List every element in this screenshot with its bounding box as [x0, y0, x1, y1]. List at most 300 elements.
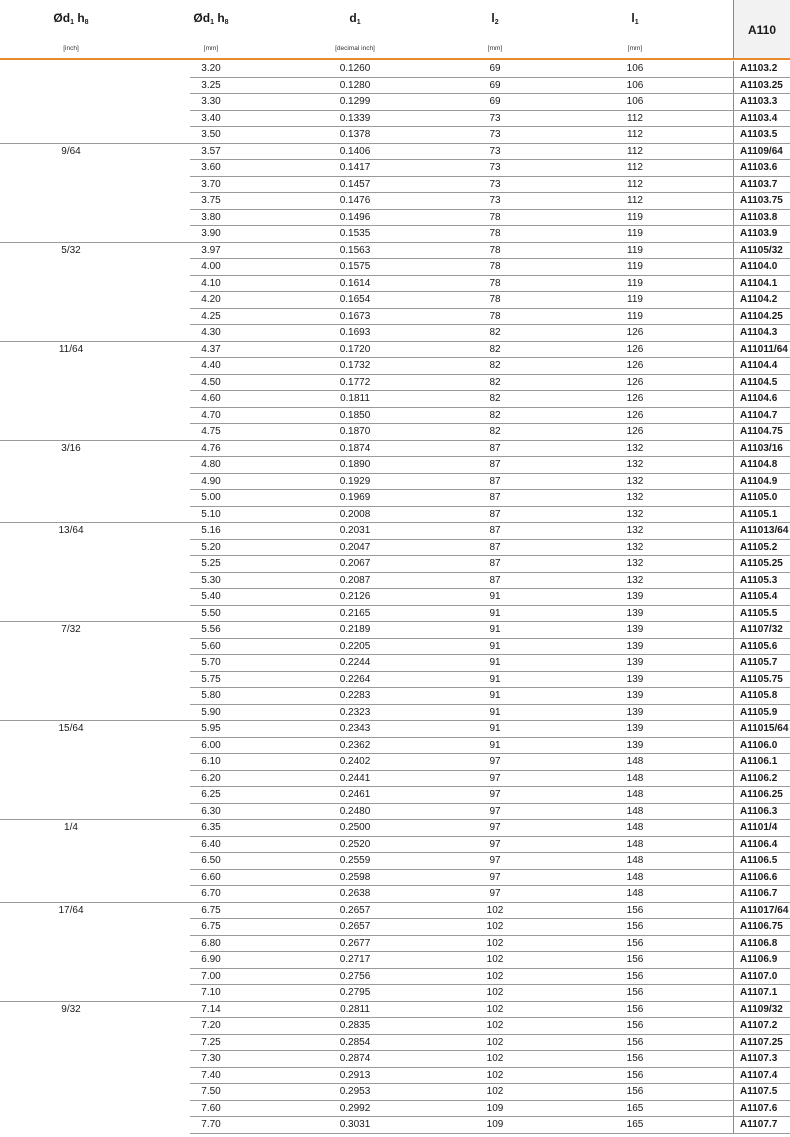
cell-article-number: A1103/16: [733, 441, 790, 458]
table-row: [0, 160, 790, 177]
cell-article-number: A1105.2: [733, 540, 790, 557]
cell-overall-length: 139: [626, 690, 644, 701]
cell-diameter-mm: 3.25: [201, 79, 221, 91]
cell-diameter-inch: 5/32: [61, 244, 81, 256]
cell-overall-length: 106: [626, 96, 644, 107]
header-unit: [decimal inch]: [335, 45, 375, 52]
cell-overall-length: 148: [626, 855, 644, 866]
cell-diameter-mm: 7.50: [201, 1086, 221, 1097]
cell-diameter-inch: [0, 226, 142, 243]
table-row: [0, 754, 790, 771]
cell-diameter-mm: 6.25: [201, 789, 221, 800]
cell-article-number: A1103.4: [733, 111, 790, 128]
cell-diameter-inch: [0, 424, 142, 441]
cell-decimal-inch: 0.2874: [339, 1053, 371, 1064]
cell-diameter-mm: 7.60: [201, 1102, 221, 1114]
table-row: [0, 342, 790, 359]
cell-flute-length: 109: [486, 1119, 504, 1130]
cell-decimal-inch: 0.1772: [339, 376, 371, 388]
cell-flute-length: 91: [489, 640, 501, 652]
table-row: [0, 540, 790, 557]
cell-flute-length: 91: [489, 607, 501, 619]
cell-flute-length: 87: [489, 558, 501, 569]
table-row: [0, 787, 790, 804]
cell-flute-length: 78: [489, 211, 501, 223]
header-symbol: $l_2$: [491, 11, 499, 26]
cell-article-number: A1105.75: [733, 672, 790, 689]
cell-decimal-inch: 0.1890: [339, 459, 371, 470]
table-row: [0, 243, 790, 260]
cell-diameter-inch: [0, 457, 142, 474]
cell-overall-length: 126: [626, 393, 644, 404]
cell-overall-length: 132: [626, 459, 644, 470]
cell-diameter-mm: 5.90: [201, 706, 221, 718]
cell-decimal-inch: 0.2441: [339, 772, 371, 784]
cell-diameter-mm: 5.20: [201, 541, 221, 553]
cell-diameter-inch: [0, 490, 142, 507]
cell-flute-length: 82: [489, 376, 501, 388]
header-overall-length: [610, 0, 660, 58]
cell-overall-length: 112: [627, 178, 643, 190]
table-row: [0, 441, 790, 458]
cell-flute-length: 102: [486, 1036, 504, 1048]
cell-article-number: A1105.1: [733, 507, 790, 524]
cell-diameter-inch: [0, 804, 142, 821]
cell-diameter-mm: 7.10: [201, 987, 221, 998]
cell-overall-length: 126: [626, 360, 644, 371]
cell-flute-length: 78: [489, 228, 501, 239]
table-row: [0, 226, 790, 243]
cell-diameter-mm: 7.70: [201, 1119, 221, 1130]
cell-decimal-inch: 0.2067: [339, 558, 371, 569]
cell-diameter-mm: 4.00: [201, 261, 221, 272]
cell-diameter-inch: [0, 540, 142, 557]
cell-overall-length: 156: [626, 921, 644, 932]
cell-overall-length: 165: [626, 1102, 644, 1114]
table-row: [0, 358, 790, 375]
cell-diameter-inch: [0, 705, 142, 722]
cell-decimal-inch: 0.2264: [339, 673, 371, 685]
cell-article-number: A1105.25: [733, 556, 790, 573]
cell-diameter-mm: 3.80: [201, 211, 221, 223]
cell-diameter-mm: 5.10: [201, 508, 221, 520]
cell-diameter-mm: 5.95: [201, 723, 221, 734]
cell-overall-length: 126: [626, 409, 644, 421]
table-row: [0, 556, 790, 573]
cell-overall-length: 165: [626, 1119, 644, 1130]
cell-overall-length: 139: [626, 607, 644, 619]
cell-decimal-inch: 0.1535: [339, 228, 371, 239]
cell-diameter-inch: 1/4: [64, 822, 78, 833]
cell-flute-length: 97: [489, 756, 501, 767]
cell-diameter-inch: [0, 1068, 142, 1085]
cell-flute-length: 91: [489, 591, 501, 602]
cell-diameter-inch: [0, 160, 142, 177]
cell-diameter-mm: 3.50: [201, 129, 221, 140]
cell-diameter-inch: 9/32: [61, 1003, 81, 1015]
cell-decimal-inch: 0.1732: [339, 360, 371, 371]
cell-article-number: A1107.1: [733, 985, 790, 1002]
table-row: [0, 936, 790, 953]
table-row: [0, 1068, 790, 1085]
cell-overall-length: 156: [626, 1020, 644, 1031]
cell-article-number: A1104.9: [733, 474, 790, 491]
cell-diameter-inch: [0, 573, 142, 590]
cell-overall-length: 119: [627, 244, 643, 256]
cell-diameter-mm: 5.50: [201, 607, 221, 619]
cell-flute-length: 91: [489, 690, 501, 701]
cell-article-number: A1107/32: [733, 622, 790, 639]
cell-article-number: A1104.4: [733, 358, 790, 375]
cell-article-number: A1103.6: [733, 160, 790, 177]
cell-diameter-inch: [0, 111, 142, 128]
cell-article-number: A1106.3: [733, 804, 790, 821]
cell-decimal-inch: 0.2638: [339, 888, 371, 899]
cell-flute-length: 97: [489, 822, 501, 833]
cell-flute-length: 78: [489, 294, 501, 305]
cell-decimal-inch: 0.2087: [339, 574, 371, 586]
cell-flute-length: 69: [489, 79, 501, 91]
cell-decimal-inch: 0.1457: [339, 178, 371, 190]
cell-decimal-inch: 0.1614: [339, 277, 371, 289]
cell-flute-length: 82: [489, 409, 501, 421]
cell-diameter-mm: 6.75: [201, 921, 221, 932]
cell-diameter-mm: 5.60: [201, 640, 221, 652]
cell-flute-length: 102: [486, 921, 504, 932]
cell-flute-length: 102: [486, 1069, 504, 1081]
cell-decimal-inch: 0.2677: [339, 937, 371, 949]
header-unit: [mm]: [487, 45, 503, 52]
cell-flute-length: 73: [489, 162, 501, 173]
cell-decimal-inch: 0.2913: [339, 1069, 371, 1081]
header-diameter-mm: [190, 0, 232, 58]
cell-flute-length: 91: [489, 723, 501, 734]
cell-diameter-mm: 4.60: [201, 393, 221, 404]
cell-article-number: A1107.25: [733, 1035, 790, 1052]
cell-diameter-mm: 6.20: [201, 772, 221, 784]
cell-article-number: A1106.9: [733, 952, 790, 969]
header-decimal-inch: [310, 0, 400, 58]
cell-article-number: A1103.3: [733, 94, 790, 111]
cell-decimal-inch: 0.2362: [339, 739, 371, 751]
cell-diameter-inch: [0, 1051, 142, 1068]
cell-decimal-inch: 0.2756: [339, 970, 371, 982]
cell-diameter-inch: [0, 358, 142, 375]
cell-overall-length: 132: [626, 541, 644, 553]
cell-flute-length: 102: [486, 954, 504, 965]
table-row: [0, 61, 790, 78]
cell-diameter-inch: [0, 870, 142, 887]
cell-article-number: A1105.3: [733, 573, 790, 590]
cell-diameter-inch: [0, 886, 142, 903]
cell-decimal-inch: 0.2717: [339, 954, 371, 965]
cell-decimal-inch: 0.1339: [339, 112, 371, 124]
cell-diameter-inch: [0, 94, 142, 111]
cell-flute-length: 87: [489, 442, 501, 454]
cell-flute-length: 91: [489, 657, 501, 668]
table-row: [0, 490, 790, 507]
cell-diameter-inch: [0, 738, 142, 755]
cell-decimal-inch: 0.1693: [339, 327, 371, 338]
cell-overall-length: 139: [626, 673, 644, 685]
cell-flute-length: 87: [489, 541, 501, 553]
cell-decimal-inch: 0.1811: [340, 393, 370, 404]
cell-decimal-inch: 0.1969: [339, 492, 371, 503]
table-header: [0, 0, 790, 58]
cell-decimal-inch: 0.2480: [339, 805, 371, 817]
cell-decimal-inch: 0.1575: [339, 261, 371, 272]
cell-overall-length: 139: [626, 739, 644, 751]
table-row: [0, 589, 790, 606]
cell-decimal-inch: 0.2992: [339, 1102, 371, 1114]
cell-diameter-inch: [0, 210, 142, 227]
cell-decimal-inch: 0.2205: [339, 640, 371, 652]
cell-article-number: A1103.7: [733, 177, 790, 194]
cell-diameter-inch: 3/16: [61, 442, 81, 454]
cell-diameter-mm: 4.30: [201, 327, 221, 338]
cell-decimal-inch: 0.2244: [339, 657, 371, 668]
cell-diameter-inch: [0, 474, 142, 491]
table-row: [0, 1101, 790, 1118]
cell-flute-length: 97: [489, 789, 501, 800]
table-row: [0, 1051, 790, 1068]
table-row: [0, 474, 790, 491]
cell-article-number: A1105/32: [733, 243, 790, 260]
cell-article-number: A1106.4: [733, 837, 790, 854]
table-row: [0, 639, 790, 656]
cell-flute-length: 82: [489, 360, 501, 371]
cell-flute-length: 102: [486, 904, 504, 916]
cell-overall-length: 156: [626, 1086, 644, 1097]
table-row: [0, 655, 790, 672]
cell-diameter-mm: 6.80: [201, 937, 221, 949]
cell-article-number: A1106.8: [733, 936, 790, 953]
cell-decimal-inch: 0.1850: [339, 409, 371, 421]
cell-diameter-inch: 13/64: [58, 525, 84, 536]
table-row: [0, 622, 790, 639]
cell-article-number: A1107.3: [733, 1051, 790, 1068]
cell-diameter-mm: 7.00: [201, 970, 221, 982]
cell-diameter-mm: 5.70: [201, 657, 221, 668]
cell-article-number: A1104.75: [733, 424, 790, 441]
cell-flute-length: 91: [489, 624, 501, 635]
cell-diameter-inch: [0, 771, 142, 788]
cell-diameter-mm: 6.90: [201, 954, 221, 965]
cell-diameter-mm: 5.40: [201, 591, 221, 602]
table-row: [0, 111, 790, 128]
table-row: [0, 210, 790, 227]
cell-decimal-inch: 0.1280: [339, 79, 371, 91]
cell-decimal-inch: 0.1260: [339, 63, 371, 74]
cell-article-number: A1106.5: [733, 853, 790, 870]
table-row: [0, 771, 790, 788]
cell-overall-length: 156: [626, 937, 644, 949]
cell-flute-length: 73: [489, 112, 501, 124]
table-row: [0, 903, 790, 920]
cell-article-number: A1104.7: [733, 408, 790, 425]
cell-diameter-mm: 3.30: [201, 96, 221, 107]
cell-diameter-mm: 4.80: [201, 459, 221, 470]
cell-decimal-inch: 0.1563: [339, 244, 371, 256]
table-row: [0, 78, 790, 95]
cell-article-number: A1107.6: [733, 1101, 790, 1118]
cell-overall-length: 139: [626, 591, 644, 602]
cell-article-number: A1104.5: [733, 375, 790, 392]
cell-flute-length: 82: [489, 343, 501, 355]
cell-overall-length: 139: [626, 640, 644, 652]
cell-flute-length: 102: [486, 1053, 504, 1064]
cell-diameter-mm: 4.10: [201, 277, 221, 289]
cell-flute-length: 97: [489, 888, 501, 899]
cell-diameter-inch: [0, 325, 142, 342]
cell-diameter-mm: 3.60: [201, 162, 221, 173]
cell-diameter-inch: [0, 556, 142, 573]
table-row: [0, 193, 790, 210]
cell-diameter-mm: 5.16: [201, 525, 221, 536]
cell-flute-length: 91: [489, 706, 501, 718]
cell-diameter-inch: [0, 391, 142, 408]
cell-overall-length: 119: [627, 211, 643, 223]
table-body: [0, 61, 790, 1134]
cell-diameter-mm: 5.25: [201, 558, 221, 569]
cell-article-number: A1103.75: [733, 193, 790, 210]
cell-diameter-inch: [0, 193, 142, 210]
cell-article-number: A1104.1: [733, 276, 790, 293]
cell-overall-length: 119: [627, 277, 643, 289]
cell-article-number: A11013/64: [733, 523, 790, 540]
cell-article-number: A1105.4: [733, 589, 790, 606]
cell-overall-length: 126: [626, 376, 644, 388]
cell-overall-length: 132: [626, 492, 644, 503]
cell-diameter-inch: [0, 688, 142, 705]
cell-article-number: A11011/64: [733, 342, 790, 359]
cell-article-number: A1107.7: [733, 1117, 790, 1134]
cell-diameter-inch: [0, 309, 142, 326]
table-row: [0, 144, 790, 161]
cell-diameter-mm: 6.10: [201, 756, 221, 767]
cell-diameter-mm: 7.14: [201, 1003, 221, 1015]
cell-overall-length: 156: [626, 1036, 644, 1048]
cell-diameter-mm: 5.00: [201, 492, 221, 503]
cell-overall-length: 139: [626, 723, 644, 734]
cell-diameter-mm: 5.56: [201, 624, 221, 635]
cell-article-number: A1106.7: [733, 886, 790, 903]
cell-diameter-mm: 6.40: [201, 838, 221, 850]
cell-article-number: A1106.2: [733, 771, 790, 788]
table-row: [0, 259, 790, 276]
cell-article-number: A1103.2: [733, 61, 790, 78]
cell-flute-length: 82: [489, 393, 501, 404]
cell-decimal-inch: 0.3031: [339, 1119, 371, 1130]
cell-flute-length: 97: [489, 805, 501, 817]
table-row: [0, 870, 790, 887]
cell-overall-length: 132: [626, 442, 644, 454]
cell-decimal-inch: 0.2008: [339, 508, 371, 520]
cell-diameter-mm: 3.75: [201, 195, 221, 206]
cell-article-number: A1104.8: [733, 457, 790, 474]
cell-flute-length: 78: [489, 277, 501, 289]
cell-diameter-inch: [0, 639, 142, 656]
cell-overall-length: 148: [626, 772, 644, 784]
cell-diameter-mm: 7.25: [201, 1036, 221, 1048]
cell-overall-length: 148: [626, 756, 644, 767]
cell-diameter-mm: 6.50: [201, 855, 221, 866]
cell-flute-length: 87: [489, 508, 501, 520]
cell-flute-length: 87: [489, 492, 501, 503]
cell-flute-length: 91: [489, 673, 501, 685]
cell-diameter-mm: 6.35: [201, 822, 221, 833]
cell-diameter-inch: [0, 276, 142, 293]
cell-decimal-inch: 0.1874: [339, 442, 371, 454]
cell-diameter-mm: 4.40: [201, 360, 221, 371]
cell-diameter-mm: 6.00: [201, 739, 221, 751]
cell-article-number: A1107.2: [733, 1018, 790, 1035]
cell-overall-length: 139: [626, 624, 644, 635]
cell-diameter-inch: [0, 259, 142, 276]
cell-diameter-mm: 6.60: [201, 871, 221, 883]
header-symbol: $l_1$: [631, 11, 639, 26]
cell-article-number: A1106.1: [733, 754, 790, 771]
cell-flute-length: 102: [486, 970, 504, 982]
table-row: [0, 127, 790, 144]
cell-flute-length: 87: [489, 475, 501, 487]
cell-flute-length: 78: [489, 261, 501, 272]
header-symbol: $Ød_1$ $h_8$: [193, 11, 229, 26]
cell-overall-length: 112: [627, 129, 643, 140]
cell-decimal-inch: 0.2854: [339, 1036, 371, 1048]
cell-decimal-inch: 0.2520: [339, 838, 371, 850]
table-row: [0, 919, 790, 936]
cell-article-number: A1103.8: [733, 210, 790, 227]
cell-decimal-inch: 0.2835: [339, 1020, 371, 1031]
cell-diameter-inch: 15/64: [58, 723, 84, 734]
cell-diameter-inch: [0, 606, 142, 623]
cell-diameter-inch: [0, 787, 142, 804]
cell-decimal-inch: 0.2953: [339, 1086, 371, 1097]
cell-diameter-mm: 3.20: [201, 63, 221, 74]
cell-diameter-inch: [0, 837, 142, 854]
cell-article-number: A1105.9: [733, 705, 790, 722]
cell-flute-length: 78: [489, 244, 501, 256]
cell-overall-length: 119: [627, 228, 643, 239]
cell-overall-length: 148: [626, 789, 644, 800]
cell-diameter-mm: 7.30: [201, 1053, 221, 1064]
cell-diameter-mm: 7.20: [201, 1020, 221, 1031]
cell-overall-length: 156: [626, 987, 644, 998]
cell-flute-length: 73: [489, 145, 501, 157]
table-row: [0, 375, 790, 392]
table-row: [0, 672, 790, 689]
table-row: [0, 1117, 790, 1134]
table-row: [0, 969, 790, 986]
cell-overall-length: 112: [627, 145, 643, 157]
cell-diameter-inch: 11/64: [58, 343, 84, 355]
cell-diameter-inch: [0, 589, 142, 606]
cell-diameter-inch: [0, 672, 142, 689]
table-row: [0, 523, 790, 540]
cell-overall-length: 132: [626, 574, 644, 586]
cell-overall-length: 126: [626, 343, 644, 355]
header-unit: [mm]: [627, 45, 643, 52]
cell-diameter-inch: [0, 969, 142, 986]
table-row: [0, 853, 790, 870]
header-symbol: $Ød_1$ $h_8$: [53, 11, 89, 26]
cell-decimal-inch: 0.2189: [339, 624, 371, 635]
cell-article-number: A1105.0: [733, 490, 790, 507]
cell-overall-length: 156: [626, 904, 644, 916]
cell-overall-length: 139: [626, 657, 644, 668]
cell-article-number: A1104.0: [733, 259, 790, 276]
